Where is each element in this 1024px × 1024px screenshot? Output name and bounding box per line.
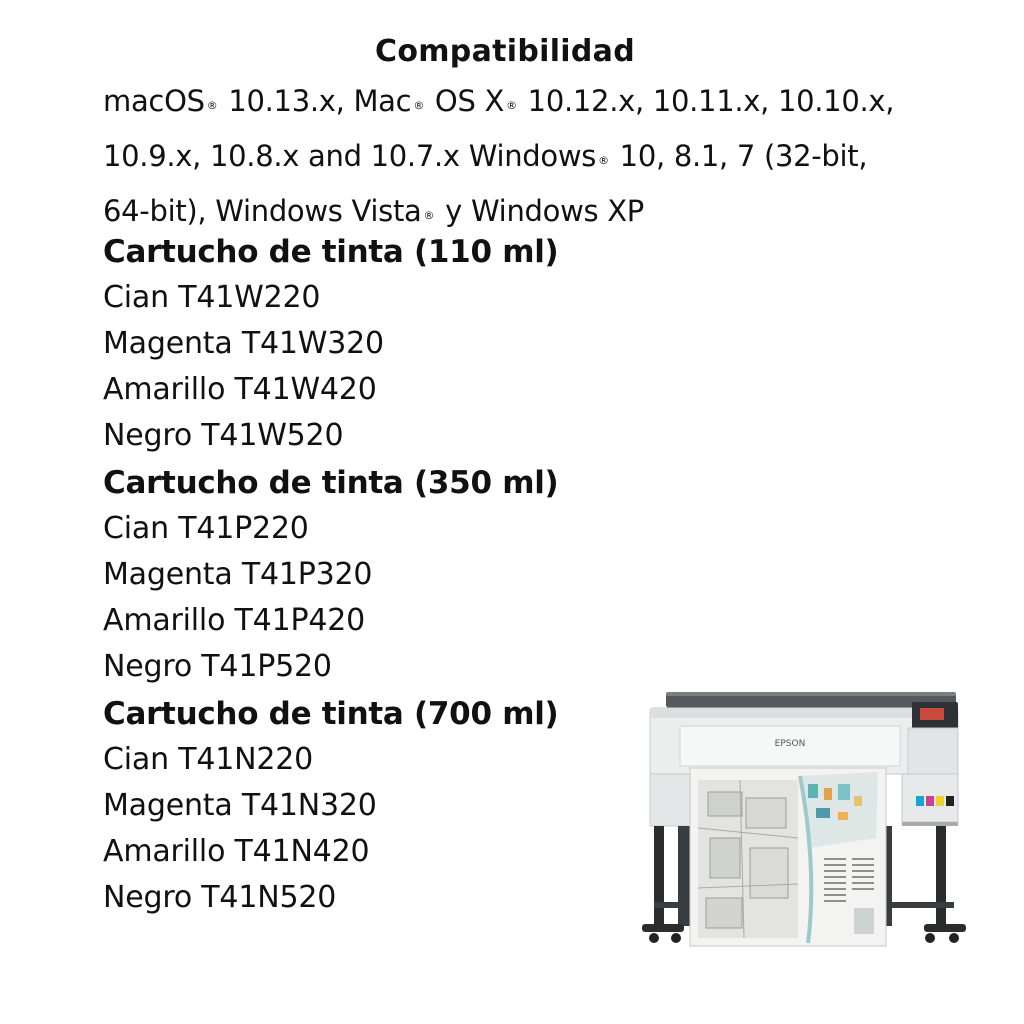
cartridge-group-350ml (103, 461, 643, 691)
cartridge-item-amarillo: Amarillo T41W420 (103, 372, 377, 407)
cartridge-item-negro: Negro T41W520 (103, 418, 344, 453)
cartridge-heading: Cartucho de tinta (350 ml) (103, 465, 559, 501)
compat-os-1: macOS (103, 84, 205, 118)
cartridge-item-negro: Negro T41P520 (103, 649, 332, 684)
registered-mark: ® (506, 99, 517, 112)
page-title: Compatibilidad (375, 34, 635, 69)
cartridge-heading: Cartucho de tinta (110 ml) (103, 234, 559, 270)
compat-os-5: 10.9.x, 10.8.x and 10.7.x Windows (103, 139, 597, 173)
cartridge-item-cian: Cian T41N220 (103, 742, 314, 777)
compat-os-6: 10, 8.1, 7 (32-bit, (610, 139, 868, 173)
compat-os-7: 64-bit), Windows Vista (103, 194, 422, 228)
registered-mark: ® (423, 209, 435, 222)
cartridge-item-amarillo: Amarillo T41P420 (103, 603, 366, 638)
printer-brand: EPSON (774, 739, 806, 749)
cartridge-item-magenta: Magenta T41W320 (103, 326, 384, 361)
compatibility-text (103, 76, 923, 241)
printer-image (640, 688, 970, 952)
cartridge-heading: Cartucho de tinta (700 ml) (103, 696, 559, 732)
compat-os-3: OS X (426, 84, 505, 118)
cartridge-item-magenta: Magenta T41N320 (103, 788, 377, 823)
registered-mark: ® (598, 154, 609, 167)
compat-os-8: y Windows XP (436, 194, 644, 228)
compat-os-2: 10.13.x, Mac (219, 84, 412, 118)
cartridge-group-110ml (103, 230, 643, 460)
cartridge-item-amarillo: Amarillo T41N420 (103, 834, 370, 869)
cartridge-group-700ml (103, 692, 643, 922)
cartridge-item-cian: Cian T41P220 (103, 511, 309, 546)
cartridge-item-negro: Negro T41N520 (103, 880, 337, 915)
compat-os-4: 10.12.x, 10.11.x, 10.10.x, (518, 84, 895, 118)
registered-mark: ® (413, 99, 425, 112)
cartridge-item-magenta: Magenta T41P320 (103, 557, 373, 592)
cartridge-item-cian: Cian T41W220 (103, 280, 321, 315)
registered-mark: ® (206, 99, 218, 112)
